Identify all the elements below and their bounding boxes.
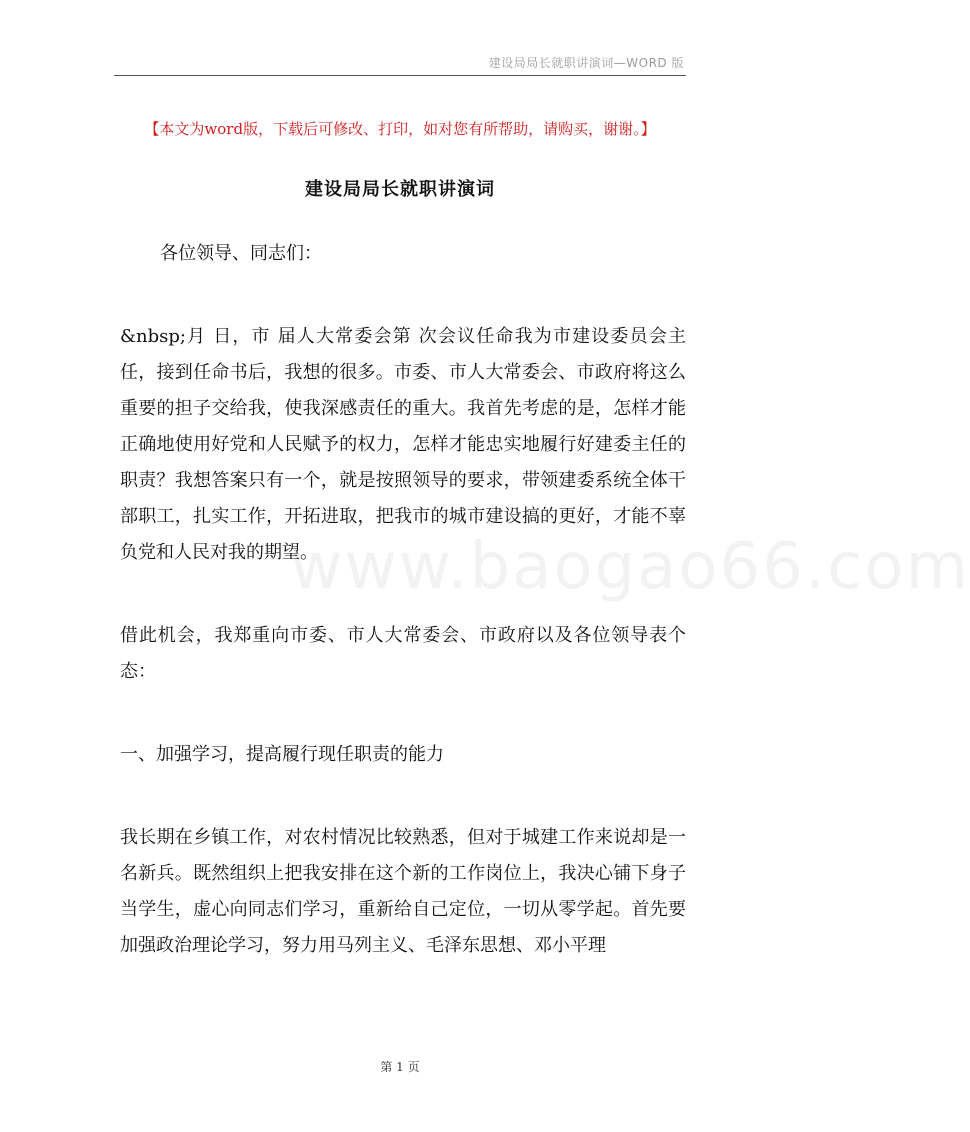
body-paragraph: &nbsp;月 日，市 届人大常委会第 次会议任命我为市建设委员会主任，接到任命书后，我想的很多。市委、市人大常委会、市政府将这么重要的担子交给我，使我深感责任的重大。我首先考虑的是，怎样才能正确地使用好党和人民赋予的权力，怎样才能忠实地履行好建委主任的职责？我想答案只有一个，就是按照领导的要求，带领建委系统全体干部职工，扎实工作，开拓进取，把我市的城市建设搞的更好，才能不辜负党和人民对我的期望。 [120,326,686,563]
purchase-notice: 【本文为word版，下载后可修改、打印，如对您有所帮助，请购买，谢谢。】 [144,120,656,138]
page-number: 第 1 页 [380,1060,420,1074]
section-heading: 一、加强学习，提高履行现任职责的能力 [120,744,444,765]
document-title: 建设局局长就职讲演词 [305,179,495,200]
header-rule [114,75,686,76]
watermark: www.baogao66.com [290,530,970,604]
document-body [120,236,686,1011]
salutation-paragraph: 各位领导、同志们： [160,243,322,264]
body-paragraph: 我长期在乡镇工作，对农村情况比较熟悉，但对于城建工作来说却是一名新兵。既然组织上把我安排在这个新的工作岗位上，我决心铺下身子当学生，虚心向同志们学习，重新给自己定位，一切从零学起。首先要加强政治理论学习，努力用马列主义、毛泽东思想、邓小平理 [120,827,686,956]
body-paragraph: 借此机会，我郑重向市委、市人大常委会、市政府以及各位领导表个态： [120,625,686,682]
running-header: 建设局局长就职讲演词—WORD 版 [488,56,684,70]
